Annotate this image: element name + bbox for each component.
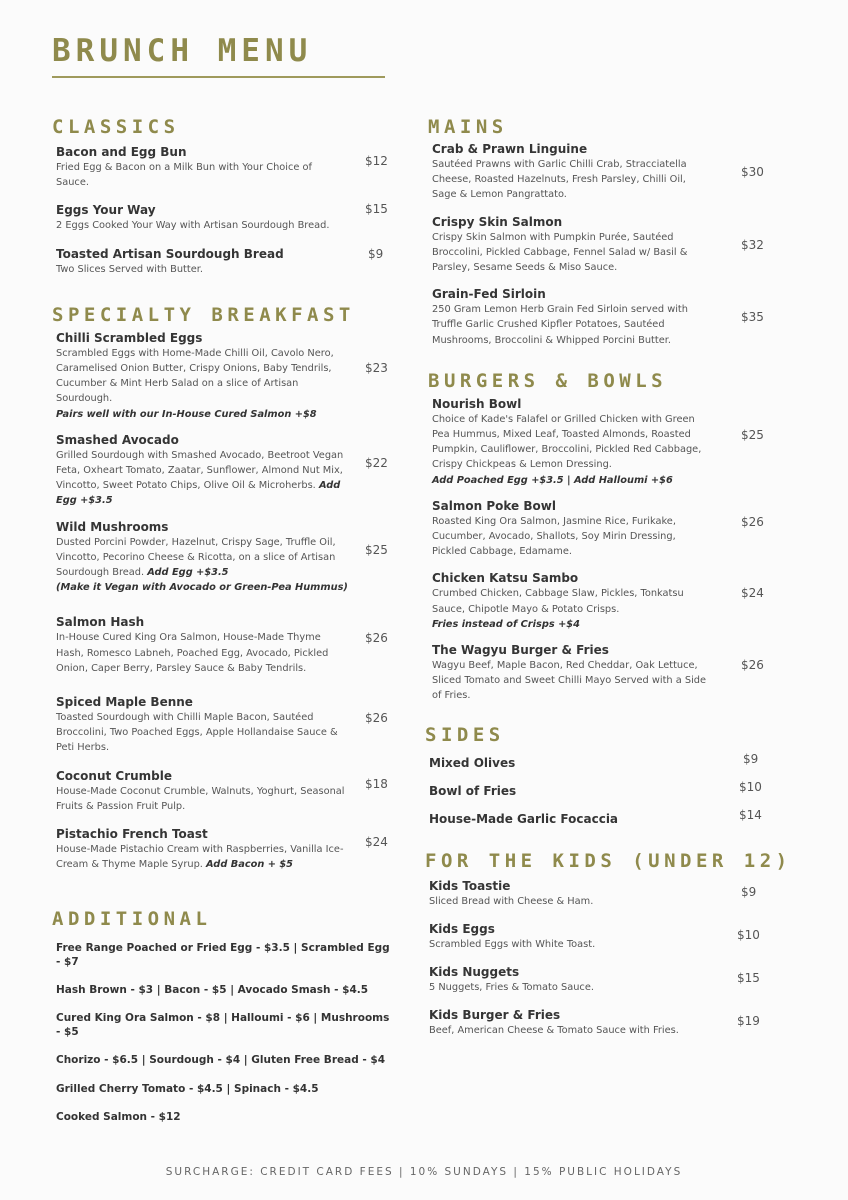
menu-item bbox=[425, 570, 775, 632]
item-price: $26 bbox=[741, 514, 764, 529]
item-note: Pairs well with our In-House Cured Salmon +$8 bbox=[56, 408, 317, 420]
menu-title: BRUNCH MENU bbox=[52, 33, 313, 69]
item-description: Crumbed Chicken, Cabbage Slaw, Pickles, Tonkatsu Sauce, Chipotle Mayo & Potato Crisps. bbox=[432, 588, 684, 615]
item-price: $9 bbox=[743, 751, 759, 766]
item-price: $12 bbox=[365, 154, 388, 168]
item-description: Fried Egg & Bacon on a Milk Bun with Your Choice of Sauce. bbox=[56, 162, 312, 189]
title-divider bbox=[52, 76, 385, 78]
item-name: Spiced Maple Benne bbox=[56, 695, 193, 710]
kids-heading: FOR THE KIDS (UNDER 12) bbox=[425, 849, 792, 872]
item-name: Kids Toastie bbox=[429, 878, 511, 893]
item-description-text: House-Made Pistachio Cream with Raspberries, Vanilla Ice-Cream & Thyme Maple Syrup. bbox=[56, 844, 344, 871]
menu-item bbox=[52, 202, 392, 233]
item-name: Wild Mushrooms bbox=[56, 519, 169, 534]
item-price: $15 bbox=[737, 971, 760, 986]
item-price: $22 bbox=[365, 455, 388, 470]
item-price: $35 bbox=[741, 310, 764, 325]
menu-item bbox=[425, 642, 775, 704]
item-price: $24 bbox=[365, 835, 388, 850]
item-description: Choice of Kade's Falafel or Grilled Chicken with Green Pea Hummus, Mixed Leaf, Toasted Almonds, Roasted Pumpkin, Cauliflower, Broccolini, Pickled Red Cabbage, Crispy Chickpeas & Lemon Dressing. bbox=[432, 413, 702, 471]
additional-line: Hash Brown - $3 | Bacon - $5 | Avocado Smash - $4.5 bbox=[56, 984, 369, 997]
item-addon-note: Add Egg +$3.5 bbox=[56, 480, 341, 507]
item-price: $23 bbox=[365, 360, 388, 375]
item-name: Salmon Poke Bowl bbox=[432, 498, 556, 513]
menu-item bbox=[425, 878, 775, 909]
item-description: Toasted Sourdough with Chilli Maple Bacon, Sautéed Broccolini, Two Poached Eggs, Apple Hollandaise Sauce & Peti Herbs. bbox=[56, 712, 338, 754]
item-price: $9 bbox=[368, 246, 384, 261]
menu-item bbox=[425, 396, 775, 488]
item-price: $32 bbox=[741, 237, 764, 252]
item-description: Sautéed Prawns with Garlic Chilli Crab, Stracciatella Cheese, Roasted Hazelnuts, Fresh Parsley, Chilli Oil, Sage & Lemon Pangrattato. bbox=[432, 159, 687, 201]
item-description: 5 Nuggets, Fries & Tomato Sauce. bbox=[429, 982, 594, 994]
item-price: $24 bbox=[741, 586, 764, 601]
specialty-breakfast-heading: SPECIALTY BREAKFAST bbox=[52, 303, 355, 326]
item-description bbox=[56, 535, 346, 581]
left-column bbox=[52, 116, 392, 1124]
additional-line: Grilled Cherry Tomato - $4.5 | Spinach - $4.5 bbox=[56, 1083, 319, 1096]
item-name: Bacon and Egg Bun bbox=[56, 145, 187, 159]
item-price: $19 bbox=[737, 1014, 760, 1029]
surcharge-footer: SURCHARGE: CREDIT CARD FEES | 10% SUNDAYS | 15% PUBLIC HOLIDAYS bbox=[165, 1166, 683, 1178]
item-price: $25 bbox=[365, 542, 388, 557]
menu-item bbox=[52, 519, 392, 596]
item-price: $26 bbox=[365, 711, 388, 726]
item-name: Chilli Scrambled Eggs bbox=[56, 330, 203, 345]
menu-item bbox=[52, 768, 392, 814]
item-description: Roasted King Ora Salmon, Jasmine Rice, Furikake, Cucumber, Avocado, Shallots, Soy Mirin Dressing, Pickled Cabbage, Edamame. bbox=[432, 515, 676, 558]
menu-item bbox=[52, 246, 392, 277]
item-note: Fries instead of Crisps +$4 bbox=[432, 618, 580, 630]
menu-item bbox=[52, 694, 392, 756]
item-description: Scrambled Eggs with White Toast. bbox=[429, 938, 596, 950]
item-name: Eggs Your Way bbox=[56, 203, 156, 218]
menu-item bbox=[52, 614, 392, 676]
menu-item bbox=[425, 498, 775, 560]
mains-heading: MAINS bbox=[428, 116, 508, 138]
side-item bbox=[425, 780, 775, 808]
item-price: $10 bbox=[737, 927, 760, 942]
item-price: $14 bbox=[739, 807, 762, 822]
item-description bbox=[56, 842, 346, 872]
item-description: 250 Gram Lemon Herb Grain Fed Sirloin served with Truffle Garlic Crushed Kipfler Potatoes, Sautéed Mushrooms, Broccolini & Whipped Porcini Butter. bbox=[432, 304, 688, 346]
item-description bbox=[56, 448, 346, 509]
additional-line: Cooked Salmon - $12 bbox=[56, 1111, 181, 1124]
menu-item bbox=[52, 432, 392, 509]
item-description: In-House Cured King Ora Salmon, House-Made Thyme Hash, Romesco Labneh, Poached Egg, Avocado, Pickled Onion, Caper Berry, Parsley Sauce & Baby Tendrils. bbox=[56, 632, 329, 674]
right-column bbox=[425, 116, 792, 1038]
item-name: Crispy Skin Salmon bbox=[432, 214, 563, 229]
item-name: Mixed Olives bbox=[429, 755, 516, 770]
item-note: Add Poached Egg +$3.5 | Add Halloumi +$6 bbox=[432, 474, 673, 486]
item-price: $26 bbox=[365, 631, 388, 646]
item-price: $10 bbox=[739, 779, 762, 794]
item-addon-note: Add Bacon + $5 bbox=[206, 859, 294, 871]
item-description: Beef, American Cheese & Tomato Sauce with Fries. bbox=[429, 1025, 679, 1037]
additional-line: Chorizo - $6.5 | Sourdough - $4 | Gluten Free Bread - $4 bbox=[56, 1054, 385, 1067]
item-name: House-Made Garlic Focaccia bbox=[429, 811, 619, 826]
menu-item bbox=[425, 1007, 775, 1038]
item-description: Scrambled Eggs with Home-Made Chilli Oil, Cavolo Nero, Caramelised Onion Butter, Crispy Onions, Baby Tendrils, Cucumber & Mint Herb Salad on a slice of Artisan Sourdough. bbox=[56, 347, 334, 405]
additional-heading: ADDITIONAL bbox=[52, 908, 212, 931]
item-name: Smashed Avocado bbox=[56, 432, 179, 447]
item-name: Bowl of Fries bbox=[429, 783, 517, 798]
sides-heading: SIDES bbox=[425, 723, 505, 746]
additional-line: Cured King Ora Salmon - $8 | Halloumi - $6 | Mushrooms - $5 bbox=[56, 1012, 390, 1039]
item-price: $30 bbox=[741, 165, 764, 179]
classics-heading: CLASSICS bbox=[52, 116, 180, 138]
item-name: Kids Burger & Fries bbox=[429, 1008, 561, 1023]
menu-item bbox=[425, 964, 775, 995]
item-price: $25 bbox=[741, 427, 764, 442]
item-description: Wagyu Beef, Maple Bacon, Red Cheddar, Oak Lettuce, Sliced Tomato and Sweet Chilli Mayo Served with a Side of Fries. bbox=[432, 660, 707, 702]
menu-item bbox=[52, 330, 392, 422]
menu-item bbox=[425, 214, 775, 276]
item-description: Sliced Bread with Cheese & Ham. bbox=[429, 895, 594, 907]
item-price: $15 bbox=[365, 202, 388, 217]
menu-item bbox=[425, 921, 775, 952]
item-name: Kids Eggs bbox=[429, 921, 495, 936]
item-description: Two Slices Served with Butter. bbox=[56, 263, 203, 275]
item-name: Coconut Crumble bbox=[56, 768, 173, 783]
item-description: Crispy Skin Salmon with Pumpkin Purée, Sautéed Broccolini, Pickled Cabbage, Fennel Salad w/ Basil & Parsley, Sesame Seeds & Miso Sauce. bbox=[432, 231, 688, 274]
item-price: $26 bbox=[741, 658, 764, 673]
item-name: Crab & Prawn Linguine bbox=[432, 142, 588, 156]
item-name: Pistachio French Toast bbox=[56, 827, 208, 842]
menu-item bbox=[52, 826, 392, 872]
item-description-text: Grilled Sourdough with Smashed Avocado, Beetroot Vegan Feta, Oxheart Tomato, Zaatar, Sunflower, Almond Nut Mix, Vincotto, Sweet Potato Chips, Olive Oil & Microherbs. bbox=[56, 449, 344, 492]
menu-item bbox=[425, 286, 775, 348]
item-name: Grain-Fed Sirloin bbox=[432, 287, 546, 302]
side-item bbox=[425, 752, 775, 780]
additional-line: Free Range Poached or Fried Egg - $3.5 | Scrambled Egg - $7 bbox=[56, 942, 390, 969]
item-description-text: Dusted Porcini Powder, Hazelnut, Crispy Sage, Truffle Oil, Vincotto, Pecorino Cheese & Ricotta, on a slice of Artisan Sourdough Bread. bbox=[56, 536, 336, 579]
burgers-bowls-heading: BURGERS & BOWLS bbox=[428, 369, 668, 392]
item-name: The Wagyu Burger & Fries bbox=[432, 643, 609, 658]
item-note: (Make it Vegan with Avocado or Green-Pea Hummus) bbox=[56, 582, 348, 594]
item-name: Chicken Katsu Sambo bbox=[432, 571, 579, 586]
item-description: 2 Eggs Cooked Your Way with Artisan Sourdough Bread. bbox=[56, 220, 330, 232]
item-price: $9 bbox=[741, 884, 757, 899]
menu-item bbox=[425, 141, 775, 203]
menu-item bbox=[52, 144, 392, 190]
side-item bbox=[425, 808, 775, 836]
item-name: Salmon Hash bbox=[56, 615, 145, 630]
item-name: Nourish Bowl bbox=[432, 396, 522, 411]
item-name: Toasted Artisan Sourdough Bread bbox=[56, 246, 284, 261]
item-description: House-Made Coconut Crumble, Walnuts, Yoghurt, Seasonal Fruits & Passion Fruit Pulp. bbox=[56, 785, 345, 812]
item-price: $18 bbox=[365, 776, 388, 791]
item-name: Kids Nuggets bbox=[429, 965, 520, 980]
item-addon-note: Add Egg +$3.5 bbox=[147, 567, 229, 579]
